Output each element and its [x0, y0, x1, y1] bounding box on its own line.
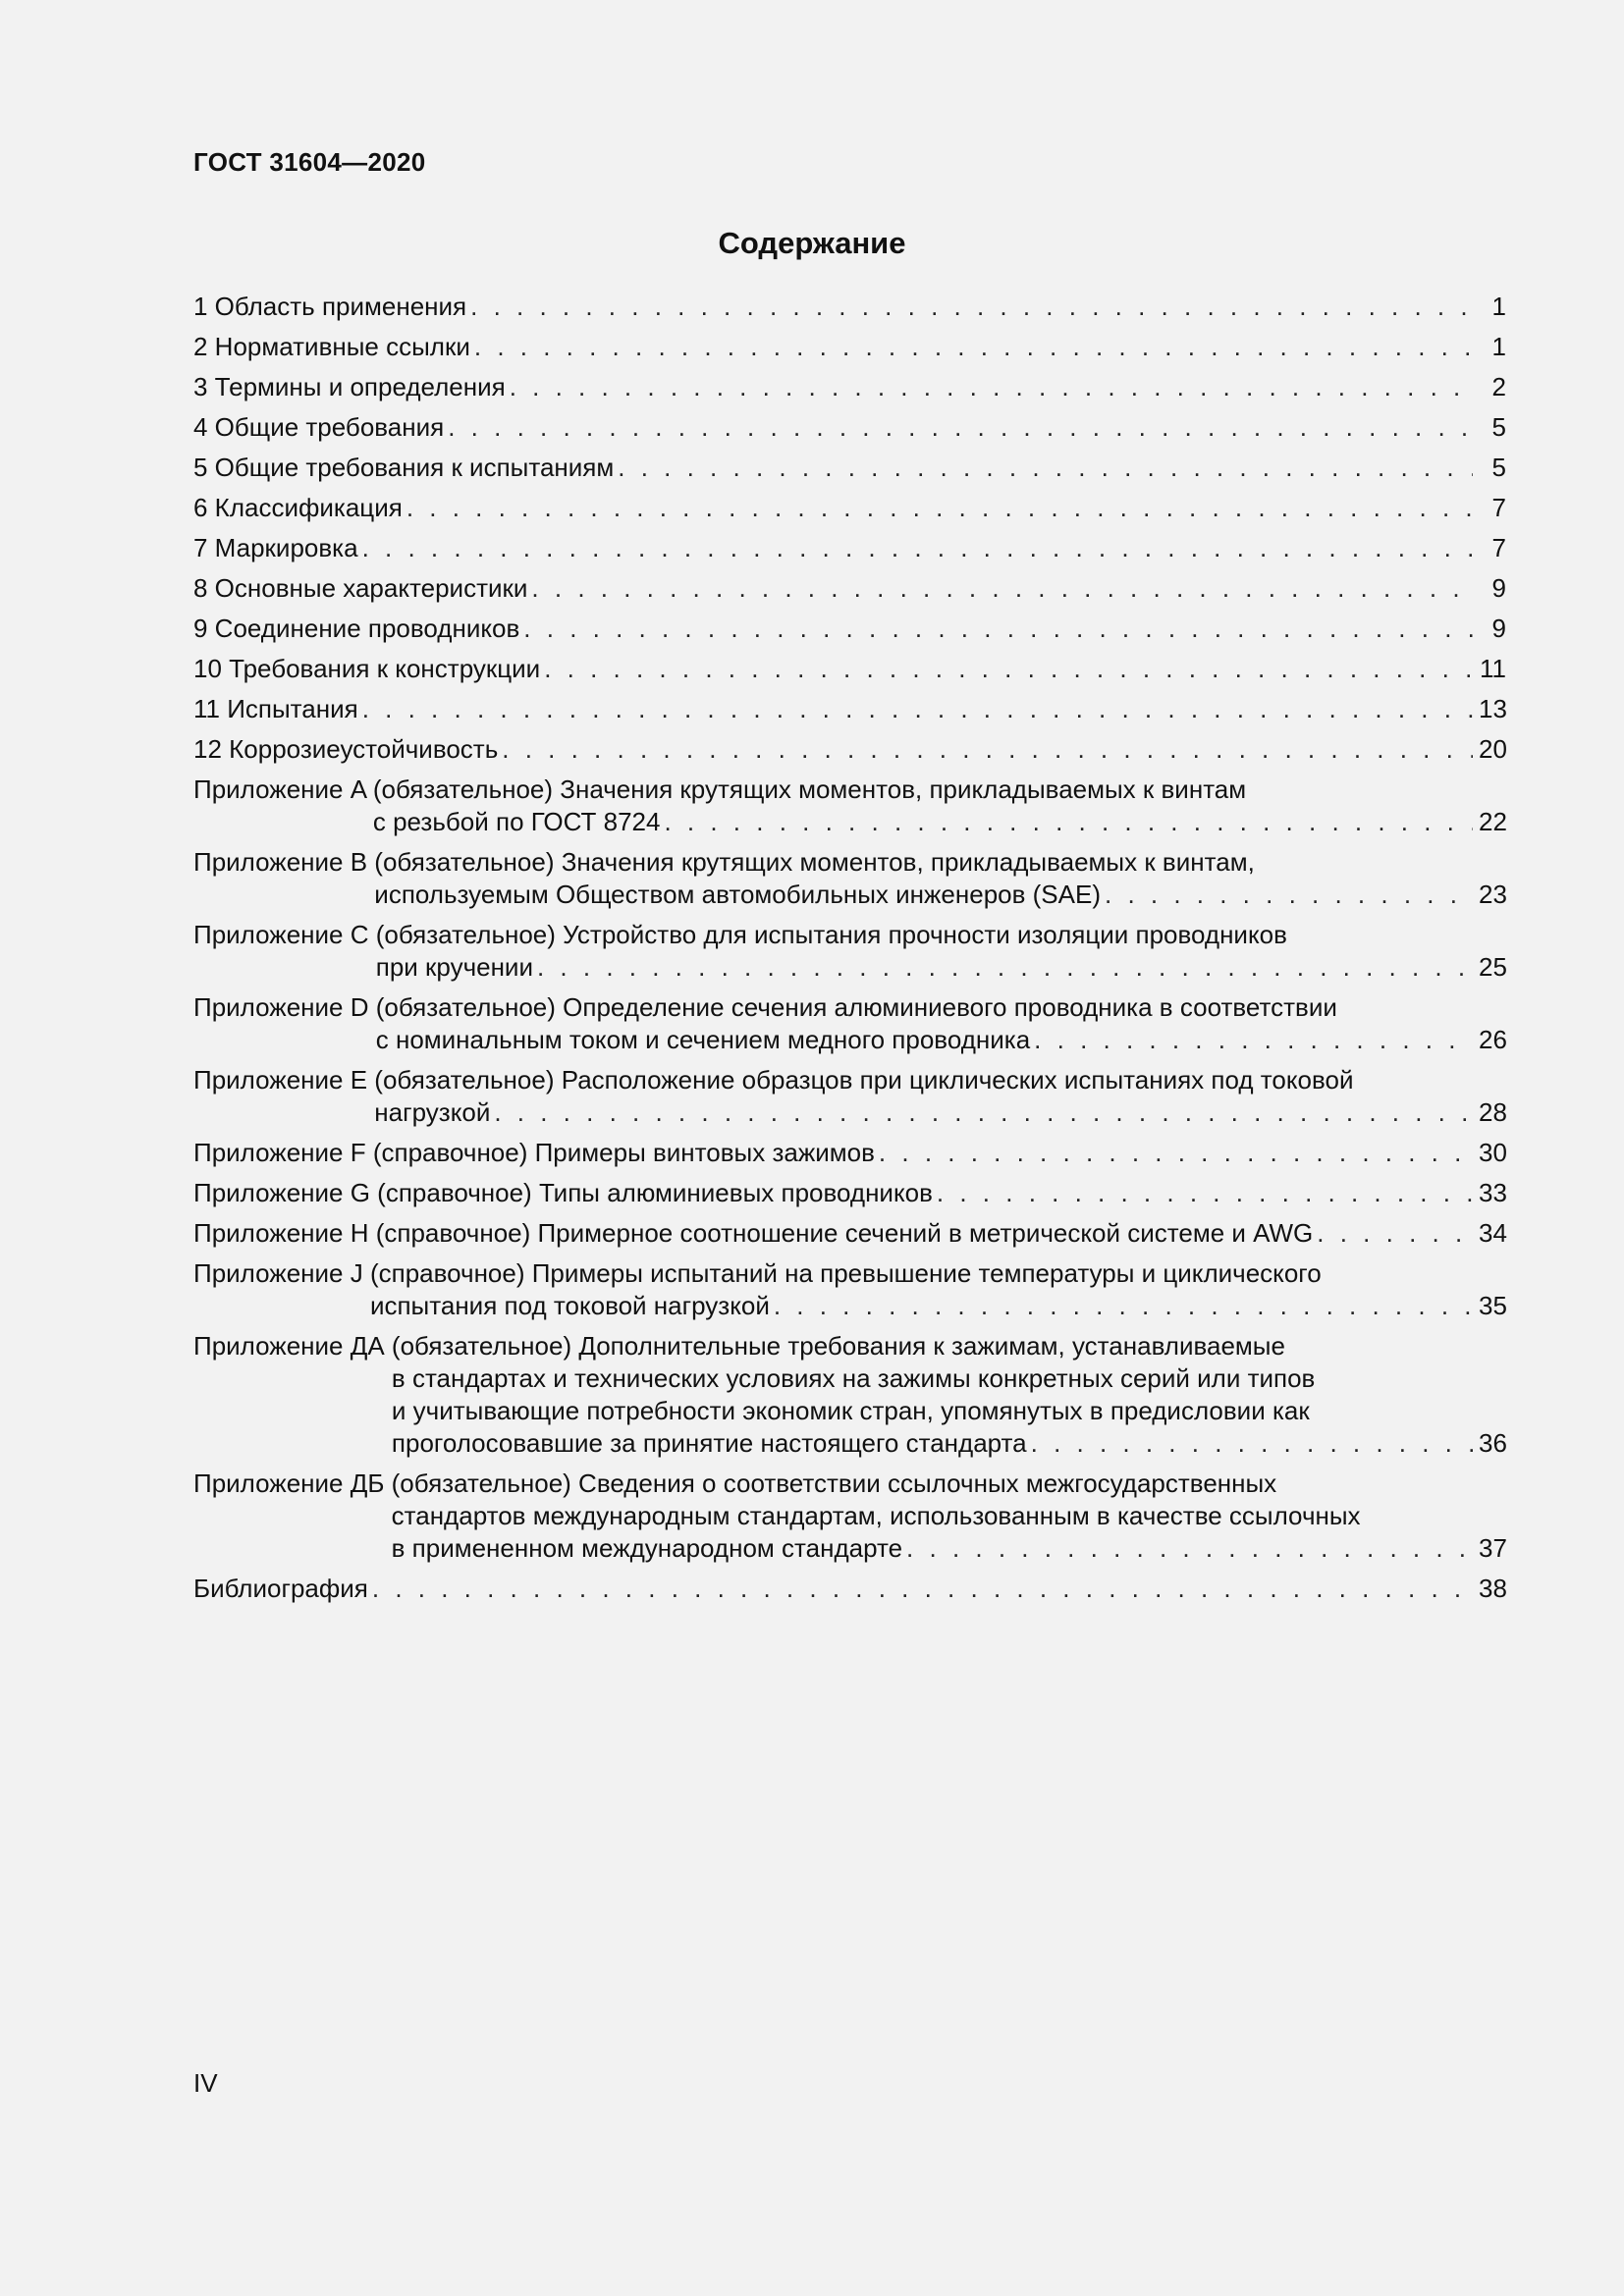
annex-title-continued: в стандартах и технических условиях на зажимы конкретных серий или типов: [391, 1363, 1316, 1393]
toc-page-number: 20: [1479, 734, 1507, 764]
toc-entry-annex[interactable]: [193, 1468, 1506, 1565]
toc-entry[interactable]: [193, 1217, 1506, 1250]
toc-entry[interactable]: [193, 1137, 1506, 1169]
toc-page-number: 1: [1491, 332, 1506, 361]
toc-entry-title: 3 Термины и определения: [193, 372, 506, 401]
dot-leader: [406, 492, 1473, 524]
annex-title-start: (справочное) Примеры испытаний на превышение температуры и циклического: [369, 1258, 1322, 1288]
toc-entry[interactable]: [193, 331, 1506, 363]
toc-line: [193, 532, 1506, 564]
dot-leader: [531, 572, 1473, 605]
annex-title-start: (обязательное) Значения крутящих моментов, прикладываемых к винтам,: [374, 847, 1255, 877]
annex-label: Приложение A: [193, 774, 373, 804]
toc-entry[interactable]: [193, 291, 1506, 323]
toc-line: [376, 1024, 1506, 1056]
toc-page-number: 11: [1480, 654, 1506, 683]
toc-entry[interactable]: [193, 613, 1506, 645]
toc-entry-title: 1 Область применения: [193, 292, 467, 321]
annex-title-end: испытания под токовой нагрузкой: [369, 1291, 770, 1320]
annex-title-end: используемым Обществом автомобильных инженеров (SAE): [374, 880, 1101, 909]
toc-entry[interactable]: [193, 733, 1506, 766]
dot-leader: [664, 806, 1473, 838]
dot-leader: [362, 693, 1473, 725]
toc-entry-title: 7 Маркировка: [193, 533, 358, 562]
toc-line: [374, 1096, 1506, 1129]
dot-leader: [1105, 879, 1473, 911]
toc-entry-title: Библиография: [193, 1574, 368, 1603]
annex-label: Приложение ДБ: [193, 1468, 392, 1498]
annex-first-line: [193, 1257, 1506, 1290]
dot-leader: [494, 1096, 1473, 1129]
annex-title-start: (обязательное) Сведения о соответствии ссылочных межгосударственных: [391, 1468, 1277, 1498]
annex-title-start: (обязательное) Расположение образцов при циклических испытаниях под токовой: [374, 1065, 1354, 1095]
annex-title-end: в примененном международном стандарте: [391, 1533, 903, 1563]
dot-leader: [448, 411, 1473, 444]
toc-line: [193, 492, 1506, 524]
annex-title-start: (обязательное) Значения крутящих моментов, прикладываемых к винтам: [372, 774, 1247, 804]
toc-page-number: 38: [1479, 1574, 1507, 1603]
annex-title-end: при кручении: [375, 952, 533, 982]
toc-line: [392, 1427, 1506, 1460]
toc-page-number: 5: [1491, 453, 1506, 482]
annex-continuation: [193, 806, 1506, 838]
annex-first-line: [193, 1468, 1506, 1500]
annex-title-start: (обязательное) Определение сечения алюминиевого проводника в соответствии: [375, 992, 1337, 1022]
toc-page-number: 36: [1479, 1428, 1507, 1458]
annex-label: Приложение B: [193, 847, 375, 877]
annex-continuation: [193, 1362, 1506, 1460]
dot-leader: [362, 532, 1473, 564]
dot-leader: [470, 291, 1473, 323]
toc-page-number: 34: [1479, 1218, 1507, 1248]
toc-entry-title: 8 Основные характеристики: [193, 573, 528, 603]
dot-leader: [1031, 1427, 1473, 1460]
toc-line: [376, 951, 1506, 984]
dot-leader: [537, 951, 1473, 984]
toc-line: [374, 879, 1506, 911]
toc-page-number: 9: [1491, 573, 1506, 603]
annex-continuation: [193, 1024, 1506, 1056]
toc-line: [193, 1217, 1506, 1250]
annex-first-line: [193, 774, 1506, 806]
annex-title-continued: стандартов международным стандартам, использованным в качестве ссылочных: [391, 1501, 1361, 1530]
dot-leader: [474, 331, 1473, 363]
toc-entry-title: 5 Общие требования к испытаниям: [193, 453, 615, 482]
annex-continuation: [193, 1096, 1506, 1129]
annex-continuation: [193, 879, 1506, 911]
toc-line: [373, 806, 1506, 838]
toc-entry-title: 6 Классификация: [193, 493, 403, 522]
annex-title-end: с резьбой по ГОСТ 8724: [372, 807, 661, 836]
annex-title-end: с номинальным током и сечением медного проводника: [375, 1025, 1031, 1054]
toc-page-number: 37: [1479, 1533, 1507, 1563]
annex-first-line: [193, 846, 1506, 879]
toc-page-number: 22: [1479, 807, 1507, 836]
dot-leader: [879, 1137, 1473, 1169]
annex-label: Приложение D: [193, 992, 376, 1022]
toc-entry-annex[interactable]: [193, 846, 1506, 911]
dot-leader: [544, 653, 1473, 685]
toc-entry[interactable]: [193, 693, 1506, 725]
toc-line: [370, 1290, 1506, 1322]
dot-leader: [618, 452, 1473, 484]
toc-line: [392, 1532, 1506, 1565]
toc-entry[interactable]: [193, 572, 1506, 605]
toc-entry-title: Приложение H (справочное) Примерное соотношение сечений в метрической системе и AWG: [193, 1218, 1314, 1248]
toc-page-number: 7: [1491, 493, 1506, 522]
annex-continuation: [193, 1290, 1506, 1322]
annex-first-line: [193, 1330, 1506, 1362]
toc-line: [193, 1573, 1506, 1605]
dot-leader: [523, 613, 1473, 645]
toc-page-number: 9: [1491, 614, 1506, 643]
toc-entry-title: 12 Коррозиеустойчивость: [193, 734, 499, 764]
annex-title-end: проголосовавшие за принятие настоящего стандарта: [391, 1428, 1027, 1458]
toc-entry-title: Приложение G (справочное) Типы алюминиевых проводников: [193, 1178, 933, 1207]
annex-title-end: нагрузкой: [374, 1097, 491, 1127]
toc-page-number: 25: [1479, 952, 1507, 982]
annex-continuation: [193, 1500, 1506, 1565]
toc-line: [193, 613, 1506, 645]
table-of-contents: [193, 291, 1506, 1613]
annex-label: Приложение E: [193, 1065, 375, 1095]
page-number: IV: [193, 2068, 218, 2098]
toc-page-number: 33: [1479, 1178, 1507, 1207]
annex-first-line: [193, 919, 1506, 951]
toc-entry-annex[interactable]: [193, 1064, 1506, 1129]
toc-page-number: 2: [1491, 372, 1506, 401]
dot-leader: [906, 1532, 1473, 1565]
toc-entry-title: 9 Соединение проводников: [193, 614, 520, 643]
toc-title: Содержание: [718, 226, 906, 260]
toc-entry[interactable]: [193, 492, 1506, 524]
toc-entry-title: 4 Общие требования: [193, 412, 445, 442]
dot-leader: [502, 733, 1473, 766]
annex-label: Приложение ДА: [193, 1331, 392, 1361]
toc-line: [193, 572, 1506, 605]
dot-leader: [1317, 1217, 1473, 1250]
toc-entry-title: Приложение F (справочное) Примеры винтовых зажимов: [193, 1138, 875, 1167]
toc-entry[interactable]: [193, 532, 1506, 564]
annex-continuation: [193, 951, 1506, 984]
toc-line: [193, 1137, 1506, 1169]
toc-entry-annex[interactable]: [193, 1257, 1506, 1322]
annex-title-start: (обязательное) Устройство для испытания прочности изоляции проводников: [375, 920, 1287, 949]
toc-line: [193, 653, 1506, 685]
annex-title-continued: и учитывающие потребности экономик стран, упомянутых в предисловии как: [391, 1396, 1310, 1425]
dot-leader: [372, 1573, 1473, 1605]
annex-title-start: (обязательное) Дополнительные требования к зажимам, устанавливаемые: [391, 1331, 1285, 1361]
toc-page-number: 26: [1479, 1025, 1507, 1054]
toc-page-number: 7: [1491, 533, 1506, 562]
toc-entry-annex[interactable]: [193, 991, 1506, 1056]
toc-line: [193, 1177, 1506, 1209]
toc-entry[interactable]: [193, 653, 1506, 685]
toc-page-number: 1: [1491, 292, 1506, 321]
toc-page-number: 35: [1479, 1291, 1507, 1320]
toc-entry-annex[interactable]: [193, 919, 1506, 984]
toc-line: [193, 331, 1506, 363]
toc-page-number: 30: [1479, 1138, 1507, 1167]
toc-entry-title: 10 Требования к конструкции: [193, 654, 541, 683]
toc-line: [193, 291, 1506, 323]
toc-entry[interactable]: [193, 411, 1506, 444]
document-code: ГОСТ 31604—2020: [193, 147, 426, 177]
toc-entry[interactable]: [193, 371, 1506, 403]
toc-line: [193, 371, 1506, 403]
dot-leader: [774, 1290, 1473, 1322]
toc-page-number: 23: [1479, 880, 1507, 909]
toc-entry[interactable]: [193, 1177, 1506, 1209]
annex-label: Приложение J: [193, 1258, 370, 1288]
toc-entry-annex[interactable]: [193, 774, 1506, 838]
toc-line: [193, 693, 1506, 725]
toc-line: [193, 452, 1506, 484]
toc-line: [193, 733, 1506, 766]
toc-line: [193, 411, 1506, 444]
toc-entry-title: 11 Испытания: [193, 694, 358, 723]
annex-label: Приложение C: [193, 920, 376, 949]
dot-leader: [937, 1177, 1473, 1209]
toc-page-number: 5: [1491, 412, 1506, 442]
toc-entry[interactable]: [193, 452, 1506, 484]
toc-entry-annex[interactable]: [193, 1330, 1506, 1460]
toc-page-number: 13: [1479, 694, 1507, 723]
toc-page-number: 28: [1479, 1097, 1507, 1127]
dot-leader: [510, 371, 1473, 403]
dot-leader: [1034, 1024, 1473, 1056]
annex-first-line: [193, 1064, 1506, 1096]
toc-entry-title: 2 Нормативные ссылки: [193, 332, 470, 361]
toc-entry[interactable]: [193, 1573, 1506, 1605]
annex-first-line: [193, 991, 1506, 1024]
